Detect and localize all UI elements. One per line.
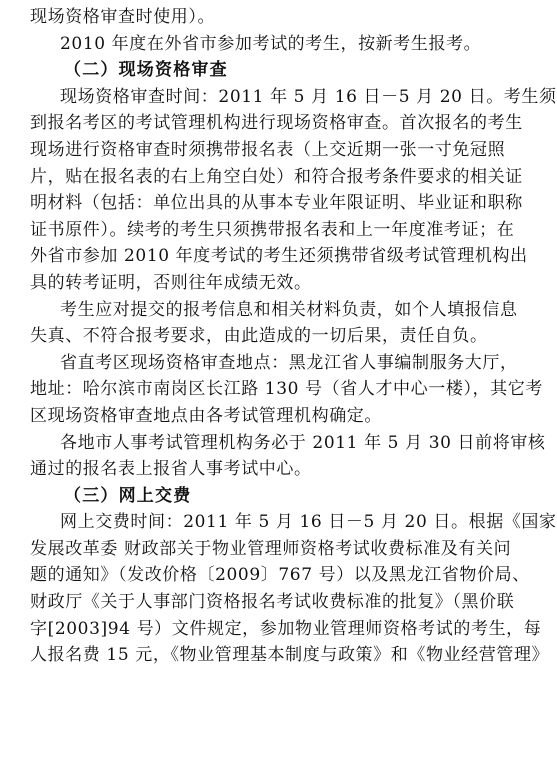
section-heading-on-site-review: （二）现场资格审查 [64,60,228,81]
text-line: 区现场资格审查地点由各考试管理机构确定。 [30,405,382,426]
text-line: 失真、不符合报考要求，由此造成的一切后果，责任自负。 [30,326,488,347]
paragraph-first-line: 2010 年度在外省市参加考试的考生，按新考生报考。 [60,33,482,54]
text-line: 通过的报名表上报省人事考试中心。 [30,459,312,480]
text-line: 字[2003]94 号）文件规定，参加物业管理师资格考试的考生，每 [30,618,542,639]
text-line: 现场进行资格审查时须携带报名表（上交近期一张一寸免冠照 [30,139,506,160]
text-line: 题的通知》（发改价格〔2009〕767 号）以及黑龙江省物价局、 [30,565,530,586]
text-line: 发展改革委 财政部关于物业管理师资格考试收费标准及有关问 [30,538,512,559]
paragraph-first-line: 考生应对提交的报考信息和相关材料负责，如个人填报信息 [60,299,518,320]
text-line: 具的转考证明，否则往年成绩无效。 [30,272,312,293]
text-line: 片，贴在报名表的右上角空白处）和符合报考条件要求的相关证 [30,166,523,187]
text-line: 人报名费 15 元，《物业管理基本制度与政策》和《物业经营管理》 [30,645,550,666]
text-line: 明材料（包括：单位出具的从事本专业年限证明、毕业证和职称 [30,193,523,214]
section-heading-online-payment: （三）网上交费 [64,485,192,506]
text-line: 现场资格审查时使用）。 [30,7,216,27]
paragraph-first-line: 现场资格审查时间：2011 年 5 月 16 日－5 月 20 日。考生须 [60,86,557,107]
text-line: 地址：哈尔滨市南岗区长江路 130 号（省人才中心一楼），其它考 [30,379,543,400]
text-line: 外省市参加 2010 年度考试的考生还须携带省级考试管理机构出 [30,246,528,267]
text-line: 财政厅《关于人事部门资格报名考试收费标准的批复》（黑价联 [30,592,515,613]
text-line: 证书原件）。续考的考生只须携带报名表和上一年度准考证；在 [30,219,515,240]
paragraph-first-line: 网上交费时间：2011 年 5 月 16 日－5 月 20 日。根据《国家 [60,512,557,533]
paragraph-first-line: 省直考区现场资格审查地点：黑龙江省人事编制服务大厅， [60,352,518,373]
paragraph-first-line: 各地市人事考试管理机构务必于 2011 年 5 月 30 日前将审核 [60,432,546,453]
text-line: 到报名考区的考试管理机构进行现场资格审查。首次报名的考生 [30,113,523,134]
